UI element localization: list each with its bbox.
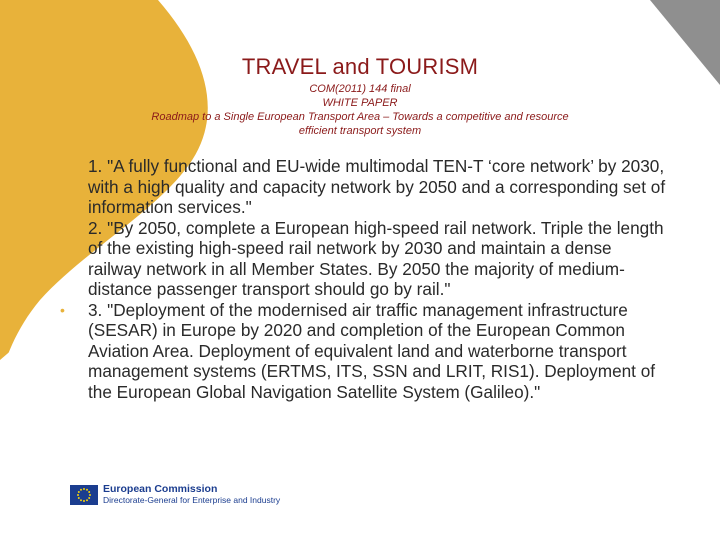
- bullet-dot-icon: •: [60, 158, 65, 174]
- subtitle-line: WHITE PAPER: [322, 97, 398, 109]
- slide-subtitle: [90, 82, 630, 138]
- bullet-item: [60, 218, 666, 300]
- ec-name: European Commission: [103, 483, 218, 495]
- ec-logo-text: [103, 484, 280, 506]
- slide-title: TRAVEL and TOURISM: [241, 54, 479, 79]
- bullet-item: [60, 156, 666, 218]
- bullet-text: 2. "By 2050, complete a European high-speed rail network. Triple the length of the existing high-speed rail network by 2030 and maintain a dense railway network in all Member States. By 2050 the majority of medium-distance passenger transport should go by rail.": [88, 217, 664, 299]
- bullet-text: 3. "Deployment of the modernised air traffic management infrastructure (SESAR) in Europe by 2020 and completion of the European Common Aviation Area. Deployment of equivalent land and waterborne transport management systems (ERTMS, ITS, SSN and LRIT, RIS1). Deployment of the European Global Navigation Satellite System (Galileo).": [88, 299, 656, 402]
- ec-logo: [70, 483, 280, 507]
- subtitle-line: COM(2011) 144 final: [309, 83, 411, 95]
- bullet-item: [60, 300, 666, 403]
- bullet-text: 1. "A fully functional and EU-wide multimodal TEN-T ‘core network’ by 2030, with a high quality and capacity network by 2050 and a corresponding set of information services.": [88, 156, 666, 217]
- bullet-dot-icon: •: [60, 301, 65, 318]
- subtitle-line: Roadmap to a Single European Transport Area – Towards a competitive and resource: [151, 111, 569, 123]
- ec-dg: Directorate-General for Enterprise and Industry: [103, 495, 281, 505]
- subtitle-line: efficient transport system: [298, 125, 422, 137]
- eu-flag-icon: [70, 485, 98, 505]
- bullet-list: [60, 156, 666, 402]
- bullet-dot-icon: •: [60, 219, 65, 236]
